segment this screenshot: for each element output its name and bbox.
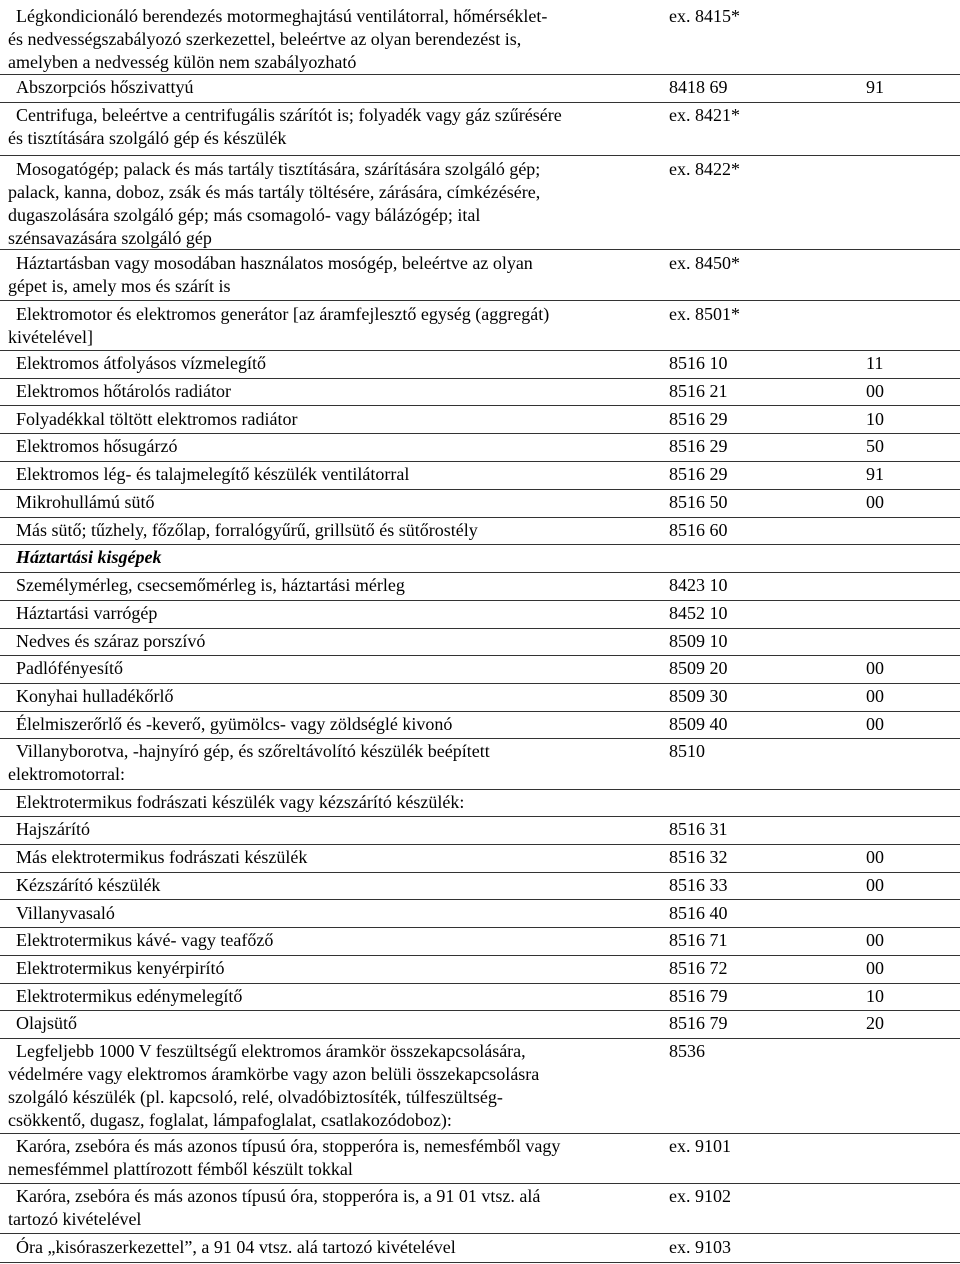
- row-divider: [0, 844, 960, 845]
- row-divider: [0, 738, 960, 739]
- tariff-code: 8516 29: [669, 436, 728, 456]
- tariff-code: ex. 8450*: [669, 253, 740, 273]
- row-description: Elektromotor és elektromos generátor [az áramfejlesztő egység (aggregát) kivételével]: [8, 304, 550, 347]
- row-divider: [0, 155, 960, 156]
- tariff-subcode: 00: [866, 847, 884, 867]
- row-description: Óra „kisóraszerkezettel”, a 91 04 vtsz. alá tartozó kivételével: [16, 1237, 456, 1257]
- row-divider: [0, 517, 960, 518]
- tariff-subcode: 00: [866, 930, 884, 950]
- tariff-code: ex. 9102: [669, 1186, 731, 1206]
- row-description: Más elektrotermikus fodrászati készülék: [16, 847, 308, 867]
- row-divider: [0, 955, 960, 956]
- tariff-code: ex. 8501*: [669, 304, 740, 324]
- tariff-code: 8516 60: [669, 520, 728, 540]
- tariff-subcode: 00: [866, 381, 884, 401]
- row-description: Elektrotermikus fodrászati készülék vagy kézszárító készülék:: [16, 792, 465, 812]
- row-description: Centrifuga, beleértve a centrifugális szárítót is; folyadék vagy gáz szűrésére és tisztítására szolgáló gép és készülék: [8, 105, 562, 148]
- tariff-subcode: 20: [866, 1013, 884, 1033]
- row-divider: [0, 655, 960, 656]
- row-divider: [0, 433, 960, 434]
- tariff-subcode: 50: [866, 436, 884, 456]
- row-description: Nedves és száraz porszívó: [16, 631, 206, 651]
- tariff-subcode: 00: [866, 875, 884, 895]
- row-description: Mikrohullámú sütő: [16, 492, 155, 512]
- row-description: Személymérleg, csecsemőmérleg is, háztartási mérleg: [16, 575, 405, 595]
- row-description: Padlófényesítő: [16, 658, 123, 678]
- tariff-code: 8516 40: [669, 903, 728, 923]
- tariff-code: 8516 31: [669, 819, 728, 839]
- row-divider: [0, 789, 960, 790]
- row-description: Karóra, zsebóra és más azonos típusú óra, stopperóra is, a 91 01 vtsz. alá tartozó kivételével: [8, 1186, 541, 1229]
- tariff-code: 8516 72: [669, 958, 728, 978]
- row-description: Legfeljebb 1000 V feszültségű elektromos áramkör összekapcsolására, védelmére vagy elektromos áramkörbe vagy azon belüli összekapcsolásra szolgáló készülék (pl. kapcsoló, relé, olvadóbiztosíték, túlfeszültség- csökkentő, dugasz, foglalat, lámpafoglalat, csatlakozódoboz):: [8, 1041, 540, 1130]
- tariff-subcode: 00: [866, 686, 884, 706]
- row-divider: [0, 74, 960, 75]
- tariff-code: 8509 20: [669, 658, 728, 678]
- row-divider: [0, 461, 960, 462]
- tariff-code: 8516 21: [669, 381, 728, 401]
- tariff-subcode: 00: [866, 658, 884, 678]
- row-divider: [0, 711, 960, 712]
- row-divider: [0, 600, 960, 601]
- tariff-code: 8516 10: [669, 353, 728, 373]
- tariff-subcode: 00: [866, 714, 884, 734]
- tariff-subcode: 00: [866, 958, 884, 978]
- tariff-code: 8516 71: [669, 930, 728, 950]
- tariff-subcode: 11: [866, 353, 884, 373]
- tariff-code: 8516 33: [669, 875, 728, 895]
- row-divider: [0, 300, 960, 301]
- row-divider: [0, 1038, 960, 1039]
- row-divider: [0, 102, 960, 103]
- tariff-code: 8516 50: [669, 492, 728, 512]
- row-description: Elektromos átfolyásos vízmelegítő: [16, 353, 266, 373]
- tariff-code: 8510: [669, 741, 705, 761]
- row-description: Elektromos lég- és talajmelegítő készülék ventilátorral: [16, 464, 410, 484]
- tariff-code: 8516 32: [669, 847, 728, 867]
- row-description: Villanyborotva, -hajnyíró gép, és szőreltávolító készülék beépített elektromotorral:: [8, 741, 490, 784]
- tariff-code: 8516 79: [669, 986, 728, 1006]
- row-description: Más sütő; tűzhely, főzőlap, forralógyűrű, grillsütő és sütőrostély: [16, 520, 478, 540]
- tariff-code: ex. 8415*: [669, 6, 740, 26]
- tariff-code: 8516 29: [669, 464, 728, 484]
- row-description: Karóra, zsebóra és más azonos típusú óra, stopperóra is, nemesfémből vagy nemesfémmel plattírozott fémből készült tokkal: [8, 1136, 561, 1179]
- tariff-code: 8536: [669, 1041, 705, 1061]
- row-description: Háztartásban vagy mosodában használatos mosógép, beleértve az olyan gépet is, amely mos és szárít is: [8, 253, 533, 296]
- row-divider: [0, 683, 960, 684]
- row-divider: [0, 405, 960, 406]
- tariff-code: 8509 10: [669, 631, 728, 651]
- row-divider: [0, 249, 960, 250]
- row-divider: [0, 872, 960, 873]
- row-description: Olajsütő: [16, 1013, 77, 1033]
- row-description: Konyhai hulladékőrlő: [16, 686, 174, 706]
- tariff-code: 8452 10: [669, 603, 728, 623]
- row-description: Villanyvasaló: [16, 903, 115, 923]
- row-description: Abszorpciós hőszivattyú: [16, 77, 194, 97]
- tariff-subcode: 91: [866, 77, 884, 97]
- tariff-code: 8509 40: [669, 714, 728, 734]
- tariff-code: ex. 8421*: [669, 105, 740, 125]
- row-divider: [0, 378, 960, 379]
- row-description: Elektrotermikus kávé- vagy teafőző: [16, 930, 274, 950]
- row-description: Elektrotermikus edénymelegítő: [16, 986, 243, 1006]
- row-divider: [0, 983, 960, 984]
- row-divider: [0, 1133, 960, 1134]
- row-divider: [0, 899, 960, 900]
- row-divider: [0, 572, 960, 573]
- tariff-code: 8516 79: [669, 1013, 728, 1033]
- section-heading: Háztartási kisgépek: [16, 547, 162, 567]
- tariff-code: 8516 29: [669, 409, 728, 429]
- tariff-subcode: 10: [866, 409, 884, 429]
- row-description: Háztartási varrógép: [16, 603, 158, 623]
- row-description: Élelmiszerőrlő és -keverő, gyümölcs- vagy zöldséglé kivonó: [16, 714, 453, 734]
- tariff-subcode: 10: [866, 986, 884, 1006]
- row-divider: [0, 1010, 960, 1011]
- tariff-code: ex. 9103: [669, 1237, 731, 1257]
- row-divider: [0, 350, 960, 351]
- tariff-code: 8418 69: [669, 77, 728, 97]
- row-divider: [0, 628, 960, 629]
- row-description: Elektromos hőtárolós radiátor: [16, 381, 231, 401]
- row-description: Mosogatógép; palack és más tartály tisztítására, szárítására szolgáló gép; palack, kanna, doboz, zsák és más tartály töltésére, zárására, címkézésére, dugaszolására szolgáló gép; más csomagoló- vagy bálázógép; ital szénsavazására szolgáló gép: [8, 159, 541, 248]
- row-divider: [0, 1233, 960, 1234]
- tariff-code: ex. 8422*: [669, 159, 740, 179]
- row-description: Folyadékkal töltött elektromos radiátor: [16, 409, 298, 429]
- row-description: Hajszárító: [16, 819, 90, 839]
- row-divider: [0, 816, 960, 817]
- row-divider: [0, 489, 960, 490]
- row-description: Elektrotermikus kenyérpirító: [16, 958, 225, 978]
- row-divider: [0, 544, 960, 545]
- row-description: Légkondicionáló berendezés motormeghajtású ventilátorral, hőmérséklet- és nedvességszabályozó szerkezettel, beleértve az olyan berendezést is, amelyben a nedvesség külön nem szabályozható: [8, 6, 548, 72]
- row-description: Kézszárító készülék: [16, 875, 161, 895]
- row-divider: [0, 1262, 960, 1263]
- row-description: Elektromos hősugárzó: [16, 436, 178, 456]
- row-divider: [0, 1183, 960, 1184]
- tariff-code: ex. 9101: [669, 1136, 731, 1156]
- tariff-subcode: 91: [866, 464, 884, 484]
- tariff-code: 8509 30: [669, 686, 728, 706]
- tariff-code: 8423 10: [669, 575, 728, 595]
- row-divider: [0, 927, 960, 928]
- tariff-subcode: 00: [866, 492, 884, 512]
